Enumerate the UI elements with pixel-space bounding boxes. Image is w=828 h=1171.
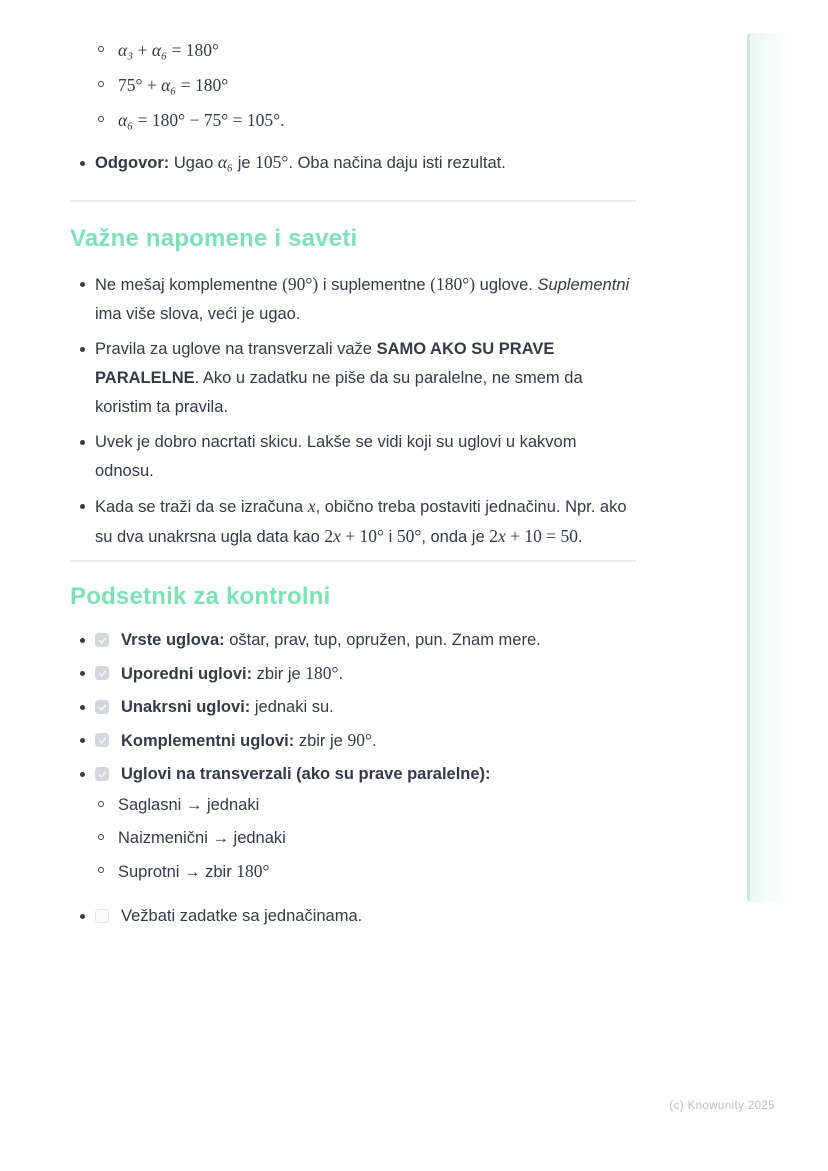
- circle-bullet-icon: [98, 793, 118, 807]
- checklist-text: [121, 760, 636, 789]
- note-text: [95, 270, 636, 329]
- checklist-text: [121, 726, 636, 756]
- circle-bullet-icon: [98, 826, 118, 840]
- text-segment: x: [333, 526, 341, 546]
- math-step-item: [70, 108, 636, 133]
- checkbox-checked-icon[interactable]: [95, 733, 109, 747]
- notes-list: [70, 270, 636, 552]
- sub-note-item: [70, 859, 636, 884]
- bullet-dot-icon: [80, 428, 95, 445]
- text-segment: Naizmenični → jednaki: [118, 829, 286, 847]
- note-item: [70, 428, 636, 486]
- reminder-checklist: [70, 626, 636, 789]
- text-segment: α₆: [118, 110, 134, 130]
- math-step-item: [70, 38, 636, 63]
- text-segment: 2: [324, 526, 334, 546]
- text-segment: oštar, prav, tup, opružen, pun. Znam mere.: [224, 631, 541, 649]
- checklist-item: [70, 693, 636, 722]
- text-segment: 180°: [236, 861, 270, 881]
- text-segment: 180°: [305, 663, 339, 683]
- text-segment: + 10 = 50: [505, 526, 578, 546]
- checklist-text: [121, 626, 636, 655]
- transversal-sub-list: [70, 793, 636, 884]
- text-segment: Ugao: [169, 154, 218, 172]
- text-segment: x: [307, 496, 316, 516]
- text-segment: ima više slova, veći je ugao.: [95, 305, 301, 323]
- bullet-dot-icon: [80, 626, 95, 643]
- text-segment: zbir je: [252, 665, 306, 683]
- note-text: [95, 335, 636, 422]
- text-segment: (90°): [282, 274, 319, 294]
- text-segment: Uvek je dobro nacrtati skicu. Lakše se vidi koji su uglovi u kakvom odnosu.: [95, 433, 577, 480]
- text-segment: 105°: [255, 152, 289, 172]
- text-segment: α₆: [161, 75, 177, 95]
- text-segment: jednaki su.: [250, 698, 334, 716]
- text-segment: .: [371, 732, 377, 750]
- text-segment: Pravila za uglove na transverzali važe: [95, 340, 377, 358]
- section-divider: [70, 200, 636, 202]
- circle-bullet-icon: [98, 108, 118, 122]
- checkbox-checked-icon[interactable]: [95, 666, 109, 680]
- sub-note-text: [118, 859, 636, 884]
- note-item: [70, 270, 636, 329]
- text-segment: + 10°: [340, 526, 384, 546]
- text-segment: Ne mešaj komplementne: [95, 276, 283, 294]
- text-segment: Komplementni uglovi:: [121, 732, 295, 750]
- math-step-text: [118, 108, 636, 133]
- copyright-text: (c) Knowunity 2025: [669, 1100, 775, 1112]
- todo-item: [70, 902, 636, 931]
- bullet-dot-icon: [80, 492, 95, 509]
- text-segment: . Oba načina daju isti rezultat.: [288, 154, 506, 172]
- text-segment: 2: [489, 526, 498, 546]
- note-text: [95, 428, 636, 486]
- text-segment: 50°: [396, 526, 422, 546]
- text-segment: 90°: [347, 730, 372, 750]
- math-step-text: [118, 73, 636, 98]
- text-segment: Unakrsni uglovi:: [121, 698, 251, 716]
- text-segment: α₆: [151, 40, 168, 60]
- text-segment: i suplementne: [318, 276, 431, 294]
- text-segment: = 180° − 75° = 105°.: [133, 110, 285, 130]
- text-segment: Vežbati zadatke sa jednačinama.: [121, 907, 363, 925]
- bullet-dot-icon: [80, 760, 95, 777]
- text-segment: . Ako u zadatku ne piše da su paralelne, ne smem da koristim ta pravila.: [95, 369, 583, 416]
- sub-note-text: [118, 826, 636, 850]
- text-segment: Suplementni: [537, 276, 630, 294]
- text-segment: x: [497, 526, 506, 546]
- section-divider: [70, 560, 636, 562]
- solution-steps-list: [70, 38, 636, 133]
- side-highlight-strip: [747, 33, 793, 902]
- bullet-dot-icon: [80, 335, 95, 352]
- sub-note-item: [70, 826, 636, 850]
- text-segment: , onda je: [421, 528, 490, 546]
- note-text: [95, 492, 636, 552]
- checklist-item: [70, 726, 636, 756]
- text-segment: je: [233, 154, 256, 172]
- answer-text: [95, 149, 636, 176]
- checklist-item: [70, 659, 636, 689]
- text-segment: Vrste uglova:: [121, 631, 225, 649]
- checklist-text: [121, 693, 636, 722]
- document-content: [70, 0, 636, 935]
- circle-bullet-icon: [98, 859, 118, 873]
- sub-note-text: [118, 793, 636, 817]
- bullet-dot-icon: [80, 726, 95, 743]
- bullet-dot-icon: [80, 902, 95, 919]
- text-segment: Uglovi na transverzali (ako su prave paralelne):: [121, 765, 491, 783]
- bullet-dot-icon: [80, 659, 95, 676]
- text-segment: 75° +: [118, 75, 162, 95]
- note-item: [70, 492, 636, 552]
- math-step-item: [70, 73, 636, 98]
- text-segment: SAMO AKO SU PRAVE PARALELNE: [95, 340, 555, 387]
- text-segment: = 180°: [167, 40, 220, 60]
- text-segment: i: [383, 528, 397, 546]
- todo-text: [121, 902, 636, 931]
- text-segment: = 180°: [176, 75, 229, 95]
- checkbox-checked-icon[interactable]: [95, 633, 109, 647]
- checkbox-checked-icon[interactable]: [95, 700, 109, 714]
- text-segment: , obično treba postaviti jednačinu. Npr. ako su dva unakrsna ugla data kao: [95, 498, 627, 546]
- circle-bullet-icon: [98, 73, 118, 87]
- bullet-dot-icon: [80, 693, 95, 710]
- checkbox-checked-icon[interactable]: [95, 767, 109, 781]
- checklist-text: [121, 659, 636, 689]
- text-segment: Suprotni → zbir: [118, 863, 237, 881]
- circle-bullet-icon: [98, 38, 118, 52]
- checkbox-unchecked-icon[interactable]: [95, 909, 109, 923]
- checklist-item: [70, 626, 636, 655]
- text-segment: (180°): [430, 274, 476, 294]
- text-segment: α₆: [217, 152, 234, 172]
- sub-note-item: [70, 793, 636, 817]
- text-segment: Uporedni uglovi:: [121, 665, 253, 683]
- math-step-text: [118, 38, 636, 63]
- bullet-dot-icon: [80, 149, 95, 166]
- text-segment: .: [578, 528, 583, 546]
- checklist-item: [70, 760, 636, 789]
- section-heading-notes: Važne napomene i saveti: [70, 225, 358, 252]
- text-segment: α₃: [118, 40, 134, 60]
- answer-item: [70, 149, 636, 176]
- text-segment: .: [338, 665, 344, 683]
- note-item: [70, 335, 636, 422]
- text-segment: uglove.: [475, 276, 538, 294]
- bullet-dot-icon: [80, 270, 95, 287]
- text-segment: Odgovor:: [95, 154, 170, 172]
- text-segment: Kada se traži da se izračuna: [95, 498, 308, 516]
- section-heading-reminder: Podsetnik za kontrolni: [70, 583, 331, 610]
- text-segment: zbir je: [294, 732, 348, 750]
- text-segment: +: [133, 40, 152, 60]
- text-segment: Saglasni → jednaki: [118, 796, 260, 814]
